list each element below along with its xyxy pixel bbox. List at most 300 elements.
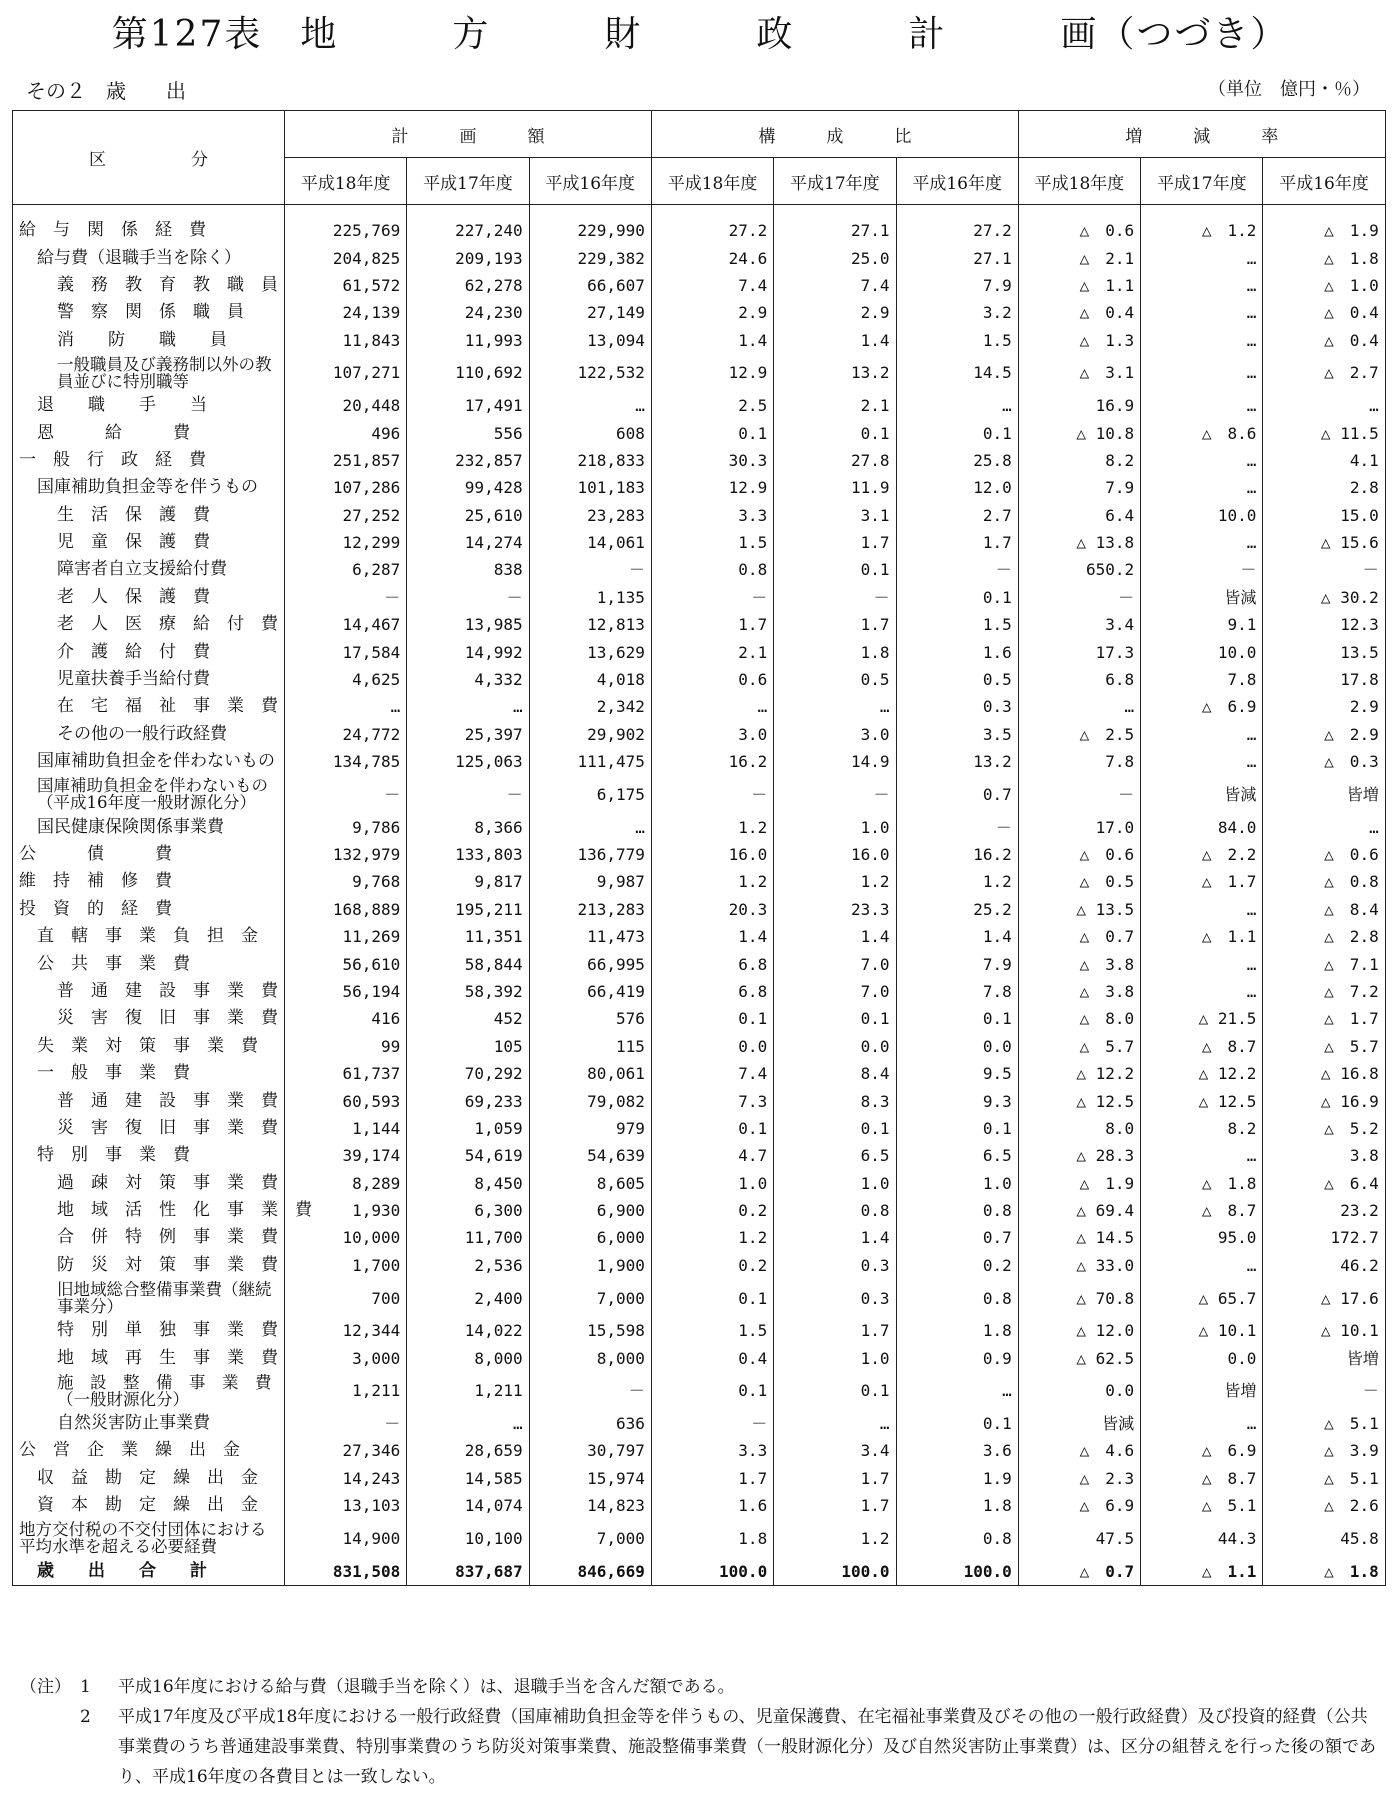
table-cell: 8,289 bbox=[285, 1170, 407, 1197]
table-cell: 46.2 bbox=[1263, 1252, 1385, 1279]
table-cell: 0.1 bbox=[651, 1279, 773, 1317]
table-cell: △ 1.3 bbox=[1018, 327, 1140, 354]
table-cell: △ 12.5 bbox=[1018, 1087, 1140, 1114]
table-cell: △ 8.7 bbox=[1141, 1197, 1263, 1224]
table-cell: － bbox=[1141, 556, 1263, 583]
table-cell: 13,985 bbox=[407, 611, 529, 638]
row-label: 直 轄 事 業 負 担 金 bbox=[13, 923, 285, 950]
table-cell: △ 0.6 bbox=[1018, 841, 1140, 868]
table-cell: 133,803 bbox=[407, 841, 529, 868]
table-cell: 7.8 bbox=[1141, 666, 1263, 693]
table-cell: 8.0 bbox=[1018, 1115, 1140, 1142]
notes-label: （注） bbox=[20, 1677, 71, 1697]
table-cell: 12.9 bbox=[651, 354, 773, 392]
table-cell: △ 10.8 bbox=[1018, 419, 1140, 446]
table-cell: 125,063 bbox=[407, 748, 529, 775]
table-cell: △ 6.9 bbox=[1141, 693, 1263, 720]
table-row bbox=[13, 841, 1386, 868]
table-cell: 2.9 bbox=[774, 299, 896, 326]
table-cell: 7.4 bbox=[651, 1060, 773, 1087]
table-cell: 20,448 bbox=[285, 392, 407, 419]
table-cell: 0.5 bbox=[774, 666, 896, 693]
row-label: 災 害 復 旧 事 業 費 bbox=[13, 1115, 285, 1142]
table-cell: 16.9 bbox=[1018, 392, 1140, 419]
table-cell: 0.6 bbox=[651, 666, 773, 693]
table-cell: 1.6 bbox=[896, 638, 1018, 665]
table-cell: 14,274 bbox=[407, 529, 529, 556]
row-label: 特 別 単 独 事 業 費 bbox=[13, 1317, 285, 1344]
category-header: 区 分 bbox=[13, 111, 285, 205]
table-cell: 225,769 bbox=[285, 205, 407, 245]
table-cell: 16.0 bbox=[651, 841, 773, 868]
note-index: 2 bbox=[80, 1707, 91, 1727]
table-cell: － bbox=[285, 775, 407, 813]
table-cell: 11,993 bbox=[407, 327, 529, 354]
table-cell: 30,797 bbox=[529, 1437, 651, 1464]
table-cell: 20.3 bbox=[651, 896, 773, 923]
row-label: 生 活 保 護 費 bbox=[13, 502, 285, 529]
row-label: 介 護 給 付 費 bbox=[13, 638, 285, 665]
table-cell: 1.0 bbox=[774, 1170, 896, 1197]
table-cell: 12.0 bbox=[896, 474, 1018, 501]
table-row bbox=[13, 327, 1386, 354]
table-cell: △ 69.4 bbox=[1018, 1197, 1140, 1224]
table-cell: △ 2.1 bbox=[1018, 244, 1140, 271]
table-cell: … bbox=[407, 693, 529, 720]
table-cell: △ 70.8 bbox=[1018, 1279, 1140, 1317]
table-row bbox=[13, 868, 1386, 895]
table-cell: △ 12.0 bbox=[1018, 1317, 1140, 1344]
table-cell: 25.2 bbox=[896, 896, 1018, 923]
table-cell: … bbox=[774, 1410, 896, 1437]
total-row bbox=[13, 1557, 1386, 1585]
table-cell: 58,392 bbox=[407, 978, 529, 1005]
table-row bbox=[13, 1170, 1386, 1197]
table-row bbox=[13, 950, 1386, 977]
table-cell: 1.7 bbox=[774, 1492, 896, 1519]
table-cell: 0.1 bbox=[896, 419, 1018, 446]
table-cell: 209,193 bbox=[407, 244, 529, 271]
table-cell: 1.0 bbox=[896, 1170, 1018, 1197]
table-cell: … bbox=[1141, 244, 1263, 271]
table-cell: 28,659 bbox=[407, 1437, 529, 1464]
table-cell: 1.4 bbox=[774, 1224, 896, 1251]
table-cell: 0.1 bbox=[774, 419, 896, 446]
table-row bbox=[13, 1372, 1386, 1410]
table-cell: 2.9 bbox=[1263, 693, 1385, 720]
table-cell: 7.9 bbox=[1018, 474, 1140, 501]
table-cell: 17,584 bbox=[285, 638, 407, 665]
table-cell: 132,979 bbox=[285, 841, 407, 868]
year-header: 平成16年度 bbox=[1263, 158, 1385, 205]
table-cell: 7,000 bbox=[529, 1279, 651, 1317]
table-cell: △ 0.7 bbox=[1018, 923, 1140, 950]
row-label: 維 持 補 修 費 bbox=[13, 868, 285, 895]
row-label: 恩 給 費 bbox=[13, 419, 285, 446]
note-index: 1 bbox=[80, 1677, 91, 1697]
table-cell: △ 1.1 bbox=[1018, 272, 1140, 299]
row-label: 児 童 保 護 費 bbox=[13, 529, 285, 556]
expenditure-table bbox=[12, 110, 1386, 1586]
table-cell: 12.9 bbox=[651, 474, 773, 501]
table-row bbox=[13, 354, 1386, 392]
row-label: 児童扶養手当給付費 bbox=[13, 666, 285, 693]
table-cell: 6.4 bbox=[1018, 502, 1140, 529]
table-cell: 24,772 bbox=[285, 721, 407, 748]
table-cell: 14,074 bbox=[407, 1492, 529, 1519]
table-cell: 1.8 bbox=[896, 1317, 1018, 1344]
table-cell: 13,103 bbox=[285, 1492, 407, 1519]
table-cell: 4.7 bbox=[651, 1142, 773, 1169]
table-cell: 0.7 bbox=[896, 775, 1018, 813]
table-cell: 0.5 bbox=[896, 666, 1018, 693]
table-cell: △ 30.2 bbox=[1263, 584, 1385, 611]
table-row bbox=[13, 502, 1386, 529]
table-cell: 14,900 bbox=[285, 1519, 407, 1557]
table-cell: 0.1 bbox=[896, 1410, 1018, 1437]
table-cell: △ 1.8 bbox=[1263, 244, 1385, 271]
table-cell: 27.1 bbox=[896, 244, 1018, 271]
row-label: 普 通 建 設 事 業 費 bbox=[13, 978, 285, 1005]
table-cell: 9.3 bbox=[896, 1087, 1018, 1114]
table-cell: 700 bbox=[285, 1279, 407, 1317]
table-cell: … bbox=[1263, 813, 1385, 840]
table-cell: 105 bbox=[407, 1033, 529, 1060]
table-cell: 13.5 bbox=[1263, 638, 1385, 665]
table-row bbox=[13, 392, 1386, 419]
table-cell: 416 bbox=[285, 1005, 407, 1032]
table-cell: 0.1 bbox=[651, 1005, 773, 1032]
table-row bbox=[13, 813, 1386, 840]
table-cell: 0.1 bbox=[774, 1115, 896, 1142]
table-row bbox=[13, 1492, 1386, 1519]
note-text: 平成17年度及び平成18年度における一般行政経費（国庫補助負担金等を伴うもの、児童保護費、在宅福祉事業費及びその他の一般行政経費）及び投資的経費（公共事業費のうち普通建設事業費、特別事業費のうち防災対策事業費、施設整備事業費（一般財源化分）及び自然災害防止事業費）は、区分の組替えを行った後の額であり、平成16年度の各費目とは一致しない。 bbox=[118, 1707, 1376, 1787]
table-cell: △ 0.6 bbox=[1263, 841, 1385, 868]
table-cell: △ 3.9 bbox=[1263, 1437, 1385, 1464]
table-cell: 0.1 bbox=[774, 1372, 896, 1410]
table-cell: 1.7 bbox=[774, 529, 896, 556]
table-cell: 1.2 bbox=[651, 1224, 773, 1251]
table-cell: 0.1 bbox=[651, 1372, 773, 1410]
table-cell: … bbox=[774, 693, 896, 720]
table-cell: 3.0 bbox=[774, 721, 896, 748]
table-cell: 0.0 bbox=[651, 1033, 773, 1060]
table-cell: 8,366 bbox=[407, 813, 529, 840]
table-cell: 皆増 bbox=[1141, 1372, 1263, 1410]
row-label: 義 務 教 育 教 職 員 bbox=[13, 272, 285, 299]
table-cell: 7.0 bbox=[774, 978, 896, 1005]
table-cell: 14,992 bbox=[407, 638, 529, 665]
row-label: 一 般 行 政 経 費 bbox=[13, 447, 285, 474]
row-label: 特 別 事 業 費 bbox=[13, 1142, 285, 1169]
table-cell: 0.1 bbox=[896, 1005, 1018, 1032]
table-cell: 2,342 bbox=[529, 693, 651, 720]
table-row bbox=[13, 1344, 1386, 1371]
table-cell: 1.5 bbox=[651, 529, 773, 556]
table-cell: 134,785 bbox=[285, 748, 407, 775]
table-cell: 0.3 bbox=[774, 1252, 896, 1279]
table-cell: 27.2 bbox=[651, 205, 773, 245]
table-cell: － bbox=[1018, 584, 1140, 611]
table-cell: 11,351 bbox=[407, 923, 529, 950]
table-cell: 1.4 bbox=[774, 327, 896, 354]
table-cell: 1,211 bbox=[285, 1372, 407, 1410]
year-header: 平成17年度 bbox=[1141, 158, 1263, 205]
table-cell: △ 2.8 bbox=[1263, 923, 1385, 950]
table-cell: － bbox=[651, 584, 773, 611]
table-row bbox=[13, 1005, 1386, 1032]
table-cell: 9.1 bbox=[1141, 611, 1263, 638]
table-cell: 0.1 bbox=[774, 556, 896, 583]
table-cell: 107,286 bbox=[285, 474, 407, 501]
table-cell: 1.7 bbox=[896, 529, 1018, 556]
table-cell: 23,283 bbox=[529, 502, 651, 529]
table-cell: 636 bbox=[529, 1410, 651, 1437]
table-cell: 13.2 bbox=[774, 354, 896, 392]
table-cell: 7.3 bbox=[651, 1087, 773, 1114]
table-cell: 16.2 bbox=[896, 841, 1018, 868]
table-cell: 61,572 bbox=[285, 272, 407, 299]
table-row bbox=[13, 419, 1386, 446]
table-cell: 9,768 bbox=[285, 868, 407, 895]
table-cell: 25,397 bbox=[407, 721, 529, 748]
table-row bbox=[13, 721, 1386, 748]
table-row bbox=[13, 896, 1386, 923]
table-cell: △ 11.5 bbox=[1263, 419, 1385, 446]
table-cell: △ 4.6 bbox=[1018, 1437, 1140, 1464]
table-cell: 25.8 bbox=[896, 447, 1018, 474]
note-item bbox=[20, 1672, 1380, 1702]
table-cell: 15.0 bbox=[1263, 502, 1385, 529]
year-header: 平成17年度 bbox=[407, 158, 529, 205]
table-row bbox=[13, 205, 1386, 245]
table-cell: 17.3 bbox=[1018, 638, 1140, 665]
table-cell: 1.2 bbox=[651, 813, 773, 840]
table-cell: 14,467 bbox=[285, 611, 407, 638]
table-cell: 1.6 bbox=[651, 1492, 773, 1519]
table-cell: … bbox=[1141, 529, 1263, 556]
table-cell: 27.2 bbox=[896, 205, 1018, 245]
table-row bbox=[13, 1410, 1386, 1437]
table-cell: 15,598 bbox=[529, 1317, 651, 1344]
row-label: 老 人 医 療 給 付 費 bbox=[13, 611, 285, 638]
table-row bbox=[13, 1317, 1386, 1344]
group-header-change: 増 減 率 bbox=[1018, 111, 1385, 158]
table-row bbox=[13, 474, 1386, 501]
table-cell: 0.3 bbox=[774, 1279, 896, 1317]
table-cell: △ 17.6 bbox=[1263, 1279, 1385, 1317]
table-cell: 8,000 bbox=[407, 1344, 529, 1371]
row-label: 災 害 復 旧 事 業 費 bbox=[13, 1005, 285, 1032]
table-row bbox=[13, 584, 1386, 611]
table-cell: 0.8 bbox=[651, 556, 773, 583]
table-cell: 168,889 bbox=[285, 896, 407, 923]
table-cell: △ 8.7 bbox=[1141, 1033, 1263, 1060]
table-cell: 84.0 bbox=[1141, 813, 1263, 840]
table-row bbox=[13, 1033, 1386, 1060]
table-cell: 100.0 bbox=[774, 1557, 896, 1585]
table-cell: 6.8 bbox=[651, 950, 773, 977]
table-cell: 0.1 bbox=[896, 1115, 1018, 1142]
table-row bbox=[13, 1197, 1386, 1224]
table-cell: 1.7 bbox=[651, 611, 773, 638]
table-cell: △ 6.9 bbox=[1141, 1437, 1263, 1464]
table-cell: － bbox=[774, 775, 896, 813]
row-label: 国庫補助負担金等を伴うもの bbox=[13, 474, 285, 501]
table-cell: △ 5.7 bbox=[1263, 1033, 1385, 1060]
year-header: 平成18年度 bbox=[285, 158, 407, 205]
table-row bbox=[13, 638, 1386, 665]
table-body bbox=[13, 205, 1386, 1586]
table-cell: △ 6.9 bbox=[1018, 1492, 1140, 1519]
table-cell: 3.4 bbox=[1018, 611, 1140, 638]
table-cell: … bbox=[1141, 1410, 1263, 1437]
table-cell: 110,692 bbox=[407, 354, 529, 392]
table-cell: … bbox=[1141, 392, 1263, 419]
row-label: 地方交付税の不交付団体における平均水準を超える必要経費 bbox=[13, 1519, 285, 1557]
table-row bbox=[13, 978, 1386, 1005]
table-cell: △ 1.1 bbox=[1141, 1557, 1263, 1585]
table-cell: … bbox=[651, 693, 773, 720]
table-cell: △ 1.0 bbox=[1263, 272, 1385, 299]
table-cell: 6,175 bbox=[529, 775, 651, 813]
table-cell: … bbox=[1141, 1142, 1263, 1169]
table-cell: △ 3.8 bbox=[1018, 950, 1140, 977]
row-label: 警 察 関 係 職 員 bbox=[13, 299, 285, 326]
year-header: 平成16年度 bbox=[896, 158, 1018, 205]
table-cell: 8.2 bbox=[1141, 1115, 1263, 1142]
table-cell: 2.7 bbox=[896, 502, 1018, 529]
row-label: 自然災害防止事業費 bbox=[13, 1410, 285, 1437]
row-label: 一般職員及び義務制以外の教員並びに特別職等 bbox=[13, 354, 285, 392]
table-row bbox=[13, 1437, 1386, 1464]
table-row bbox=[13, 529, 1386, 556]
table-cell: 6.8 bbox=[1018, 666, 1140, 693]
table-cell: △ 13.8 bbox=[1018, 529, 1140, 556]
table-cell: 3.2 bbox=[896, 299, 1018, 326]
table-cell: 66,995 bbox=[529, 950, 651, 977]
table-row bbox=[13, 244, 1386, 271]
table-cell: 3.3 bbox=[651, 502, 773, 529]
table-cell: 11,473 bbox=[529, 923, 651, 950]
table-cell: 27,346 bbox=[285, 1437, 407, 1464]
row-label: 在 宅 福 祉 事 業 費 bbox=[13, 693, 285, 720]
table-cell: △ 12.2 bbox=[1018, 1060, 1140, 1087]
table-cell: 0.2 bbox=[651, 1252, 773, 1279]
table-cell: 0.3 bbox=[896, 693, 1018, 720]
table-cell: … bbox=[407, 1410, 529, 1437]
table-cell: … bbox=[1141, 950, 1263, 977]
table-cell: 70,292 bbox=[407, 1060, 529, 1087]
table-cell: 3.0 bbox=[651, 721, 773, 748]
row-label: 国庫補助負担金を伴わないもの bbox=[13, 748, 285, 775]
table-cell: 4,018 bbox=[529, 666, 651, 693]
table-cell: 30.3 bbox=[651, 447, 773, 474]
table-cell: 100.0 bbox=[896, 1557, 1018, 1585]
table-cell: 136,779 bbox=[529, 841, 651, 868]
table-cell: 1.2 bbox=[774, 868, 896, 895]
table-cell: 2.9 bbox=[651, 299, 773, 326]
year-header: 平成16年度 bbox=[529, 158, 651, 205]
table-row bbox=[13, 1224, 1386, 1251]
table-cell: 6,000 bbox=[529, 1224, 651, 1251]
table-cell: 10.0 bbox=[1141, 502, 1263, 529]
table-cell: … bbox=[1018, 693, 1140, 720]
table-cell: 608 bbox=[529, 419, 651, 446]
table-cell: 7.4 bbox=[651, 272, 773, 299]
table-cell: － bbox=[651, 775, 773, 813]
table-cell: 7.9 bbox=[896, 272, 1018, 299]
table-cell: 66,419 bbox=[529, 978, 651, 1005]
table-cell: 100.0 bbox=[651, 1557, 773, 1585]
table-cell: 15,974 bbox=[529, 1465, 651, 1492]
table-cell: △ 1.2 bbox=[1141, 205, 1263, 245]
table-cell: 0.9 bbox=[896, 1344, 1018, 1371]
table-cell: 2.8 bbox=[1263, 474, 1385, 501]
table-cell: △ 10.1 bbox=[1141, 1317, 1263, 1344]
table-cell: 皆増 bbox=[1263, 775, 1385, 813]
table-cell: △ 3.1 bbox=[1018, 354, 1140, 392]
group-header-amount: 計 画 額 bbox=[285, 111, 652, 158]
unit-label: （単位 億円・％） bbox=[1208, 79, 1370, 100]
table-cell: 11,700 bbox=[407, 1224, 529, 1251]
table-cell: 24.6 bbox=[651, 244, 773, 271]
table-cell: △ 12.2 bbox=[1141, 1060, 1263, 1087]
table-cell: 496 bbox=[285, 419, 407, 446]
table-cell: 3.5 bbox=[896, 721, 1018, 748]
table-cell: 11,269 bbox=[285, 923, 407, 950]
table-cell: △ 7.2 bbox=[1263, 978, 1385, 1005]
table-row bbox=[13, 748, 1386, 775]
table-cell: △ 8.7 bbox=[1141, 1465, 1263, 1492]
table-cell: 0.0 bbox=[896, 1033, 1018, 1060]
table-cell: － bbox=[896, 813, 1018, 840]
table-cell: 6,900 bbox=[529, 1197, 651, 1224]
table-cell: 101,183 bbox=[529, 474, 651, 501]
table-cell: △ 8.0 bbox=[1018, 1005, 1140, 1032]
table-cell: 12,299 bbox=[285, 529, 407, 556]
table-cell: 69,233 bbox=[407, 1087, 529, 1114]
table-cell: 7,000 bbox=[529, 1519, 651, 1557]
table-row bbox=[13, 1087, 1386, 1114]
table-cell: 99,428 bbox=[407, 474, 529, 501]
table-cell: 8.3 bbox=[774, 1087, 896, 1114]
table-cell: △ 1.7 bbox=[1141, 868, 1263, 895]
table-cell: 1.9 bbox=[896, 1465, 1018, 1492]
table-cell: 25,610 bbox=[407, 502, 529, 529]
table-cell: 1,135 bbox=[529, 584, 651, 611]
table-cell: △ 2.7 bbox=[1263, 354, 1385, 392]
table-cell: － bbox=[896, 556, 1018, 583]
group-header-ratio: 構 成 比 bbox=[651, 111, 1018, 158]
table-cell: 23.2 bbox=[1263, 1197, 1385, 1224]
table-cell: 0.1 bbox=[651, 1115, 773, 1142]
table-cell: 14.9 bbox=[774, 748, 896, 775]
table-cell: 1,211 bbox=[407, 1372, 529, 1410]
table-cell: 10,000 bbox=[285, 1224, 407, 1251]
table-cell: … bbox=[1141, 978, 1263, 1005]
table-cell: 44.3 bbox=[1141, 1519, 1263, 1557]
year-header: 平成17年度 bbox=[774, 158, 896, 205]
table-cell: 17.0 bbox=[1018, 813, 1140, 840]
row-label: 過 疎 対 策 事 業 費 bbox=[13, 1170, 285, 1197]
table-cell: 1.8 bbox=[651, 1519, 773, 1557]
table-cell: △ 2.5 bbox=[1018, 721, 1140, 748]
table-cell: 0.2 bbox=[896, 1252, 1018, 1279]
table-cell: △ 0.4 bbox=[1018, 299, 1140, 326]
table-cell: 650.2 bbox=[1018, 556, 1140, 583]
table-cell: 3.8 bbox=[1263, 1142, 1385, 1169]
